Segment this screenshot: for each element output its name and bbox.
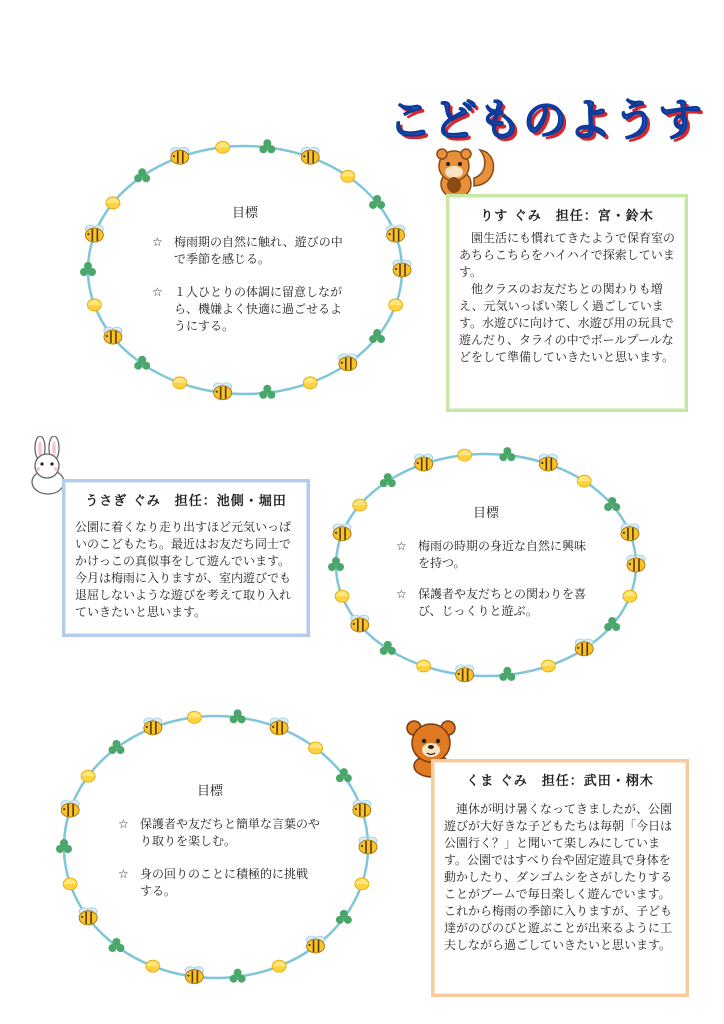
wreath-frame-1 — [70, 130, 420, 410]
class-header: りす ぐみ 担任：宮・鈴木 — [480, 209, 654, 224]
flower-icon — [216, 141, 230, 153]
flower-icon — [355, 878, 369, 890]
wreath-frame-2 — [318, 438, 654, 692]
bee-icon — [621, 524, 639, 541]
flower-icon — [417, 660, 431, 672]
bee-icon — [359, 837, 377, 854]
clover-icon — [230, 969, 246, 983]
clover-icon — [134, 356, 150, 370]
flower-icon — [335, 590, 349, 602]
goal-title: 目標 — [472, 506, 499, 521]
goal-item: ☆ 梅雨の時期の身近な自然に興味を持つ。 — [396, 539, 587, 570]
flower-icon — [272, 960, 286, 972]
goal-item: ☆ 保護者や友だちとの関わりを喜び、じっくりと遊ぶ。 — [396, 587, 587, 618]
star-icon: ☆ — [118, 817, 129, 831]
bee-icon — [270, 718, 288, 735]
wreath-decoration — [70, 130, 420, 410]
bee-icon — [456, 665, 474, 682]
flower-icon — [389, 299, 403, 311]
clover-icon — [499, 447, 515, 461]
bee-icon — [575, 639, 593, 656]
bee-icon — [214, 383, 232, 400]
star-icon: ☆ — [152, 285, 163, 299]
class-box-kuma — [431, 759, 689, 997]
star-icon: ☆ — [396, 587, 407, 601]
bee-icon — [171, 147, 189, 164]
goal-item: ☆ １人ひとりの体調に留意しながら、機嫌よく快適に過ごせるようにする。 — [152, 285, 343, 333]
bee-icon — [79, 908, 97, 925]
bee-icon — [415, 454, 433, 471]
flower-icon — [106, 197, 120, 209]
bee-icon — [339, 354, 357, 371]
goal-item: ☆ 身の回りのことに積極的に挑戦する。 — [118, 867, 309, 898]
clover-icon — [380, 473, 396, 487]
flower-icon — [341, 170, 355, 182]
bee-icon — [539, 454, 557, 471]
flower-icon — [541, 660, 555, 672]
bee-icon — [185, 967, 203, 984]
bee-icon — [307, 936, 325, 953]
clover-icon — [499, 667, 515, 681]
flower-icon — [87, 299, 101, 311]
bee-icon — [301, 147, 319, 164]
goal-item: ☆ 梅雨期の自然に触れ、遊びの中で季節を感じる。 — [152, 235, 343, 266]
class-report: 園生活にも慣れてきたようで保育室のあちらこちらをハイハイで探索しています。 他クラスのお友だちとの関わりも増え、元気いっぱい楽しく過ごしています。水遊びに向けて、水遊び用の玩具で遊んだり、タライの中でボールプールなどをして準備していきたいと思います。 — [459, 231, 676, 364]
bee-icon — [351, 615, 369, 632]
bee-icon — [333, 524, 351, 541]
clover-icon — [230, 709, 246, 723]
page-title: こどものようす — [388, 95, 703, 146]
bee-icon — [85, 225, 103, 242]
class-header: くま ぐみ 担任：武田・栩木 — [466, 774, 654, 789]
flower-icon — [353, 499, 367, 511]
flower-icon — [187, 711, 201, 723]
flower-icon — [63, 878, 77, 890]
goal-title: 目標 — [231, 206, 258, 221]
clover-icon — [259, 385, 275, 399]
star-icon: ☆ — [396, 539, 407, 553]
flower-icon — [309, 742, 323, 754]
bee-icon — [627, 555, 645, 572]
class-header: うさぎ ぐみ 担任：池側・堀田 — [85, 494, 287, 509]
clover-icon — [134, 168, 150, 182]
flower-icon — [458, 449, 472, 461]
flower-icon — [173, 377, 187, 389]
class-report: 公園に着くなり走り出すほど元気いっぱいのこどもたち。最近はお友だち同士でかけっこの真似事をして遊んでいます。今月は梅雨に入りますが、室内遊びでも退屈しないような遊びを考えて取り入れていきたいと思います。 — [75, 520, 292, 619]
bee-icon — [387, 225, 405, 242]
class-box-risu — [446, 194, 688, 412]
clover-icon — [108, 740, 124, 754]
class-report: 連休が明け暑くなってきましたが、公園遊びが大好きな子どもたちは毎朝「今日は公園行く？」と聞いて楽しみにしています。公園ではすべり台や固定遊具で身体を動かしたり、ダンゴムシをさがしたりすることがブームで毎日楽しく遊んでいます。 これから梅雨の季節に入りますが、子ども達がのびのびと遊ぶことが出来るように工夫しながら過ごしていきたいと思います。 — [444, 802, 673, 952]
goal-item: ☆ 保護者や友だちと簡単な言葉のやり取りを楽しむ。 — [118, 817, 321, 848]
flower-icon — [577, 475, 591, 487]
bee-icon — [144, 718, 162, 735]
bee-icon — [104, 327, 122, 344]
bee-icon — [61, 800, 79, 817]
flower-icon — [623, 590, 637, 602]
class-box-usagi — [62, 479, 310, 637]
star-icon: ☆ — [118, 867, 129, 881]
clover-icon — [380, 641, 396, 655]
flower-icon — [81, 770, 95, 782]
goal-title: 目標 — [196, 784, 223, 799]
clover-icon — [259, 139, 275, 153]
star-icon: ☆ — [152, 235, 163, 249]
bee-icon — [393, 260, 411, 277]
wreath-frame-3 — [46, 700, 386, 994]
flower-icon — [146, 960, 160, 972]
flower-icon — [303, 377, 317, 389]
bee-icon — [353, 800, 371, 817]
